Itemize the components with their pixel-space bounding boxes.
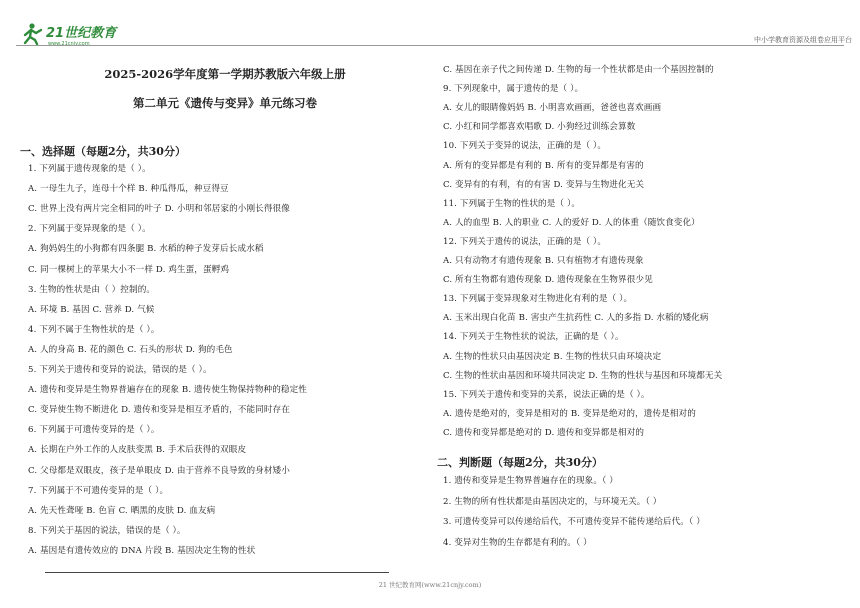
question-line: A. 先天性聋哑 B. 色盲 C. 晒黑的皮肤 D. 血友病 xyxy=(28,505,216,516)
question-line: C. 生物的性状由基因和环境共同决定 D. 生物的性状与基因和环境都无关 xyxy=(443,370,723,381)
question-line: A. 所有的变异都是有利的 B. 所有的变异都是有害的 xyxy=(443,160,644,171)
platform-slogan: 中小学教育资源及组卷应用平台 xyxy=(754,36,852,44)
question-line: 6. 下列属于可遗传变异的是（ ）。 xyxy=(28,425,160,436)
site-logo xyxy=(22,22,142,46)
question-line: C. 同一棵树上的苹果大小不一样 D. 鸡生蛋，蛋孵鸡 xyxy=(28,264,230,275)
question-line: 7. 下列属于不可遗传变异的是（ ）。 xyxy=(28,485,169,496)
question-line: A. 只有动物才有遗传现象 B. 只有植物才有遗传现象 xyxy=(443,256,644,266)
question-line: A. 女儿的眼睛像妈妈 B. 小明喜欢画画，爸爸也喜欢画画 xyxy=(443,103,662,114)
question-line: A. 人的血型 B. 人的职业 C. 人的爱好 D. 人的体重（随饮食变化） xyxy=(443,217,700,228)
question-line: C. 变异有的有利，有的有害 D. 变异与生物进化无关 xyxy=(443,179,645,190)
question-line: 13. 下列属于变异现象对生物进化有利的是（ ）。 xyxy=(443,294,633,305)
section-heading-judge: 二、判断题（每题2分，共30分） xyxy=(437,456,603,469)
question-line: 15. 下列关于遗传和变异的关系，说法正确的是（ ）。 xyxy=(443,389,650,400)
question-line: C. 所有生物都有遗传现象 D. 遗传现象在生物界很少见 xyxy=(443,275,653,286)
question-line: A. 狗妈妈生的小狗都有四条腿 B. 水稻的种子发芽后长成水稻 xyxy=(28,244,264,255)
question-line: 5. 下列关于遗传和变异的说法，错误的是（ ）。 xyxy=(28,365,212,375)
footer-divider xyxy=(45,572,389,573)
question-line: 11. 下列属于生物的性状的是（ ）。 xyxy=(443,198,581,209)
question-line: C. 世界上没有两片完全相同的叶子 D. 小明和邻居家的小刚长得很像 xyxy=(28,204,290,215)
svg-text:21世纪教育: 21世纪教育 xyxy=(46,26,117,41)
question-line: 4. 变异对生物的生存都是有利的。（ ） xyxy=(443,537,592,548)
question-line: A. 环境 B. 基因 C. 营养 D. 气候 xyxy=(28,304,155,315)
question-line: 10. 下列关于变异的说法，正确的是（ ）。 xyxy=(443,141,607,152)
question-line: A. 一母生九子，连母十个样 B. 种瓜得瓜，种豆得豆 xyxy=(28,184,229,195)
runner-logo-icon xyxy=(22,22,142,46)
section-heading-choice: 一、选择题（每题2分，共30分） xyxy=(20,145,186,158)
question-line: A. 玉米出现白化苗 B. 害虫产生抗药性 C. 人的多指 D. 水稻的矮化病 xyxy=(443,313,709,324)
question-line: 1. 遗传和变异是生物界普遍存在的现象。（ ） xyxy=(443,476,618,486)
question-line: 3. 可遗传变异可以传递给后代，不可遗传变异不能传递给后代。（ ） xyxy=(443,517,705,527)
question-line: A. 长期在户外工作的人皮肤变黑 B. 手术后获得的双眼皮 xyxy=(28,445,247,456)
exam-subtitle: 第二单元《遗传与变异》单元练习卷 xyxy=(133,96,317,110)
question-line: C. 父母都是双眼皮，孩子是单眼皮 D. 由于营养不良导致的身材矮小 xyxy=(28,465,290,476)
svg-text:www.21cnjy.com: www.21cnjy.com xyxy=(48,41,90,46)
question-line: 2. 下列属于变异现象的是（ ）。 xyxy=(28,224,151,235)
question-line: A. 生物的性状只由基因决定 B. 生物的性状只由环境决定 xyxy=(443,351,662,362)
question-line: C. 基因在亲子代之间传递 D. 生物的每一个性状都是由一个基因控制的 xyxy=(443,65,714,75)
question-line: A. 人的身高 B. 花的颜色 C. 石头的形状 D. 狗的毛色 xyxy=(28,344,233,355)
question-line: 4. 下列不属于生物性状的是（ ）。 xyxy=(28,324,160,335)
question-line: 14. 下列关于生物性状的说法，正确的是（ ）。 xyxy=(443,332,624,343)
footer-text: 21 世纪教育网(www.21cnjy.com) xyxy=(378,581,482,589)
question-line: 9. 下列现象中，属于遗传的是（ ）。 xyxy=(443,84,584,95)
question-line: 1. 下列属于遗传现象的是（ ）。 xyxy=(28,164,151,174)
header-divider xyxy=(16,45,844,46)
question-line: 12. 下列关于遗传的说法，正确的是（ ）。 xyxy=(443,236,607,247)
question-line: A. 基因是有遗传效应的 DNA 片段 B. 基因决定生物的性状 xyxy=(28,545,256,556)
question-line: A. 遗传是绝对的，变异是相对的 B. 变异是绝对的，遗传是相对的 xyxy=(443,408,696,419)
question-line: C. 小红和同学都喜欢唱歌 D. 小狗经过训练会算数 xyxy=(443,122,636,133)
exam-title: 2025-2026学年度第一学期苏教版六年级上册 xyxy=(104,67,346,81)
question-line: C. 变异使生物不断进化 D. 遗传和变异是相互矛盾的，不能同时存在 xyxy=(28,405,290,416)
question-line: 8. 下列关于基因的说法，错误的是（ ）。 xyxy=(28,525,186,536)
question-line: A. 遗传和变异是生物界普遍存在的现象 B. 遗传使生物保持物种的稳定性 xyxy=(28,385,307,396)
question-line: C. 遗传和变异都是绝对的 D. 遗传和变异都是相对的 xyxy=(443,427,645,438)
question-line: 3. 生物的性状是由（ ）控制的。 xyxy=(28,284,156,295)
question-line: 2. 生物的所有性状都是由基因决定的，与环境无关。（ ） xyxy=(443,496,662,507)
